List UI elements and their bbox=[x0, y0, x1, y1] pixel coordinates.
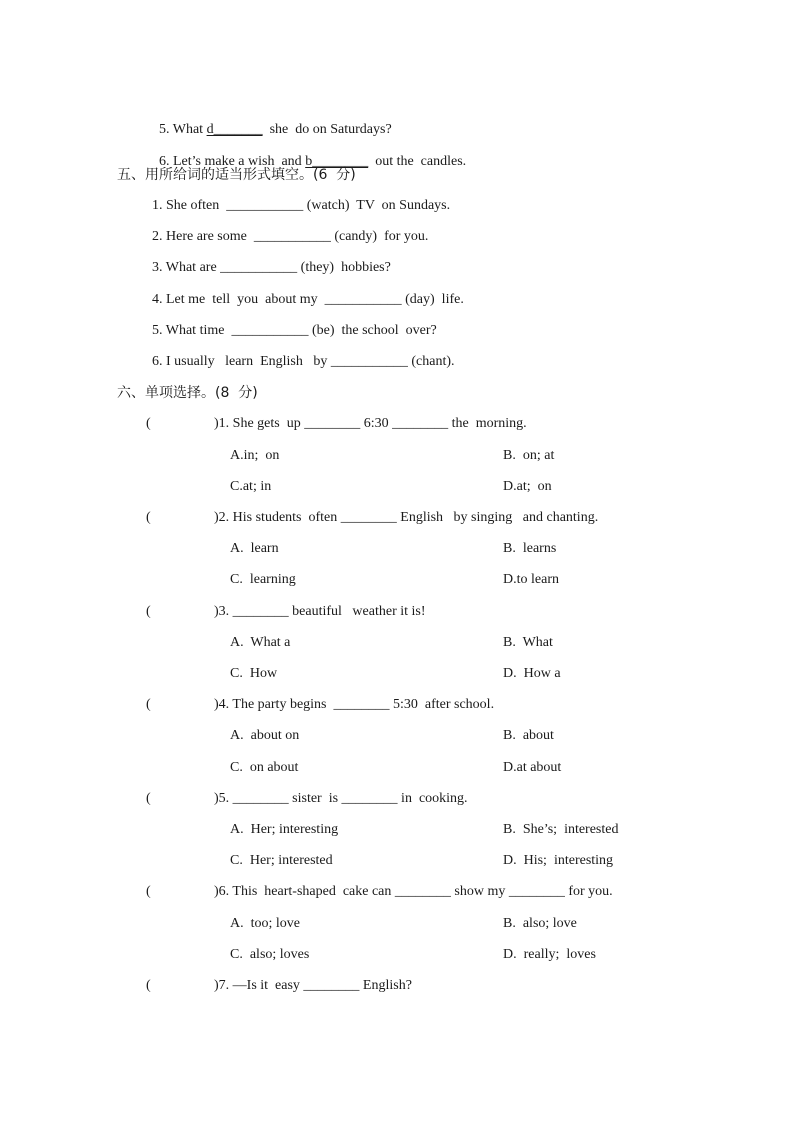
section5-item-4[interactable]: 4. Let me tell you about my ___________ (day) life. bbox=[152, 292, 464, 307]
answer-paren-7[interactable]: ( bbox=[146, 978, 151, 993]
question-1-option-b[interactable]: B. on; at bbox=[503, 448, 555, 463]
section5-item-6[interactable]: 6. I usually learn English by ___________ (chant). bbox=[152, 354, 455, 369]
prev-item-6-blank[interactable]: b________ bbox=[305, 154, 369, 169]
section5-item-5[interactable]: 5. What time ___________ (be) the school over? bbox=[152, 323, 437, 338]
question-6-stem: )6. This heart-shaped cake can ________ show my ________ for you. bbox=[214, 884, 613, 899]
section5-title: 五、用所给词的适当形式填空。(6 分) bbox=[117, 167, 356, 183]
answer-paren-2[interactable]: ( bbox=[146, 510, 151, 525]
question-5-stem: )5. ________ sister is ________ in cooking. bbox=[214, 791, 468, 806]
question-4-option-c[interactable]: C. on about bbox=[230, 760, 299, 775]
question-5-option-c[interactable]: C. Her; interested bbox=[230, 853, 333, 868]
prev-item-6-post: out the candles. bbox=[368, 154, 467, 169]
question-4-option-b[interactable]: B. about bbox=[503, 728, 554, 743]
answer-paren-3[interactable]: ( bbox=[146, 604, 151, 619]
question-4-option-a[interactable]: A. about on bbox=[230, 728, 300, 743]
question-3-stem: )3. ________ beautiful weather it is! bbox=[214, 604, 426, 619]
answer-paren-1[interactable]: ( bbox=[146, 416, 151, 431]
prev-item-5-pre: 5. What bbox=[159, 122, 207, 137]
question-3-option-b[interactable]: B. What bbox=[503, 635, 553, 650]
section6-title: 六、单项选择。(8 分) bbox=[117, 385, 258, 401]
question-2-option-a[interactable]: A. learn bbox=[230, 541, 279, 556]
question-4-stem: )4. The party begins ________ 5:30 after school. bbox=[214, 697, 495, 712]
question-2-option-c[interactable]: C. learning bbox=[230, 572, 296, 587]
answer-paren-5[interactable]: ( bbox=[146, 791, 151, 806]
question-7-stem: )7. —Is it easy ________ English? bbox=[214, 978, 412, 993]
question-4-option-d[interactable]: D.at about bbox=[503, 760, 562, 775]
question-5-option-a[interactable]: A. Her; interesting bbox=[230, 822, 339, 837]
question-1-option-c[interactable]: C.at; in bbox=[230, 479, 272, 494]
prev-item-5-post: she do on Saturdays? bbox=[262, 122, 392, 137]
question-3-option-d[interactable]: D. How a bbox=[503, 666, 561, 681]
question-2-stem: )2. His students often ________ English by singing and chanting. bbox=[214, 510, 599, 525]
section5-item-2[interactable]: 2. Here are some ___________ (candy) for you. bbox=[152, 229, 429, 244]
question-1-option-d[interactable]: D.at; on bbox=[503, 479, 552, 494]
section5-item-3[interactable]: 3. What are ___________ (they) hobbies? bbox=[152, 260, 391, 275]
question-1-option-a[interactable]: A.in; on bbox=[230, 448, 280, 463]
question-6-option-d[interactable]: D. really; loves bbox=[503, 947, 596, 962]
prev-item-5-blank[interactable]: d_______ bbox=[206, 122, 263, 137]
question-6-option-c[interactable]: C. also; loves bbox=[230, 947, 310, 962]
section5-item-1[interactable]: 1. She often ___________ (watch) TV on Sundays. bbox=[152, 198, 451, 213]
prev-item-5 bbox=[152, 103, 392, 139]
question-6-option-b[interactable]: B. also; love bbox=[503, 916, 577, 931]
question-2-option-d[interactable]: D.to learn bbox=[503, 572, 559, 587]
question-6-option-a[interactable]: A. too; love bbox=[230, 916, 300, 931]
question-3-option-a[interactable]: A. What a bbox=[230, 635, 291, 650]
question-1-stem: )1. She gets up ________ 6:30 ________ the morning. bbox=[214, 416, 527, 431]
answer-paren-6[interactable]: ( bbox=[146, 884, 151, 899]
question-2-option-b[interactable]: B. learns bbox=[503, 541, 557, 556]
prev-item-6-pre: 6. Let’s make a wish and bbox=[159, 154, 306, 169]
question-5-option-d[interactable]: D. His; interesting bbox=[503, 853, 614, 868]
answer-paren-4[interactable]: ( bbox=[146, 697, 151, 712]
question-3-option-c[interactable]: C. How bbox=[230, 666, 278, 681]
question-5-option-b[interactable]: B. She’s; interested bbox=[503, 822, 619, 837]
